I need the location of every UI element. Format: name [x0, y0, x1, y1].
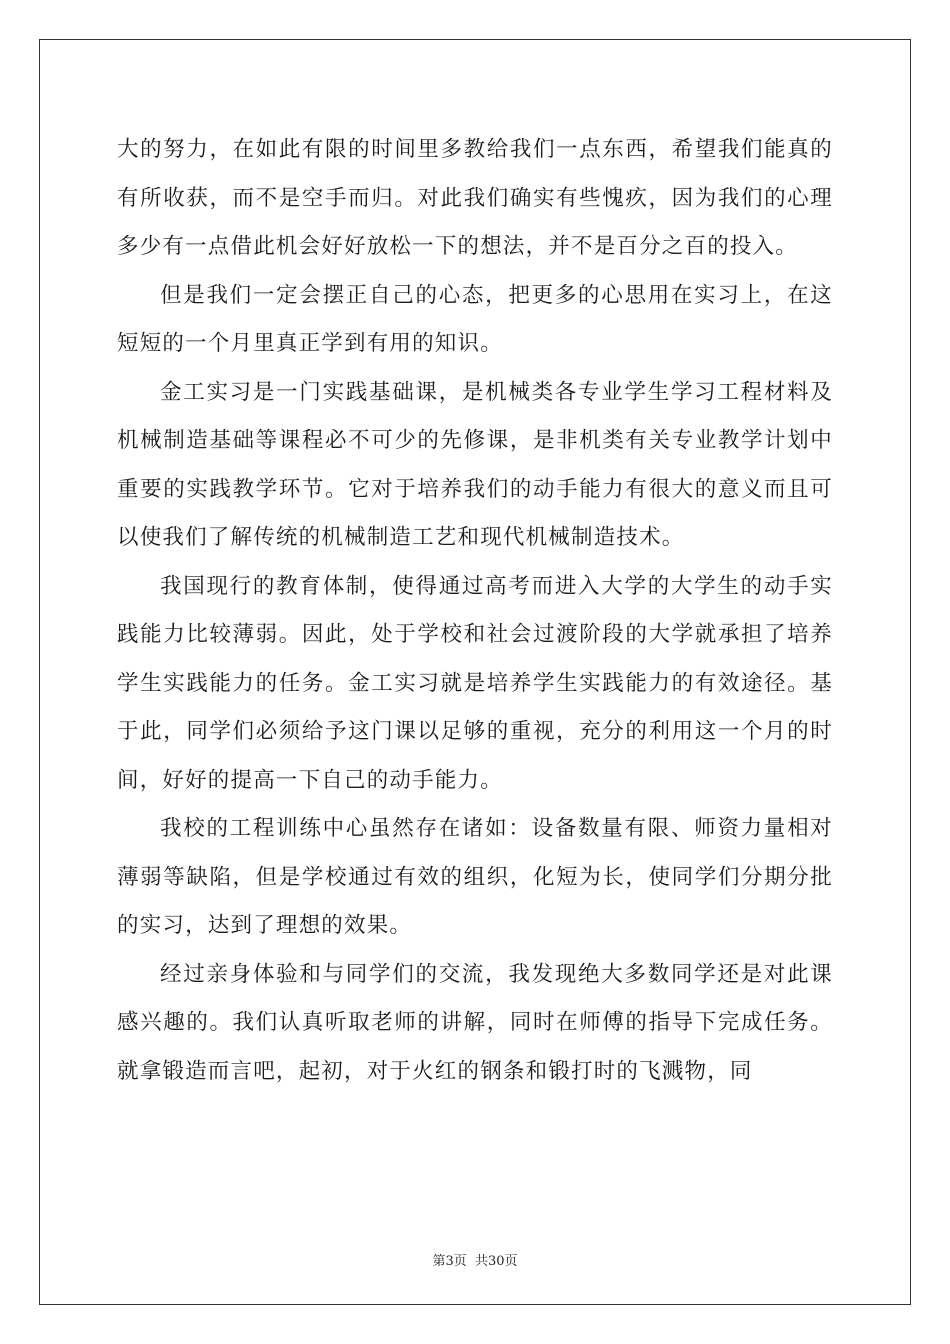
- paragraph-1: 大的努力，在如此有限的时间里多教给我们一点东西，希望我们能真的有所收获，而不是空手而归。对此我们确实有些愧疚，因为我们的心理多少有一点借此机会好好放松一下的想法，并不是百分之百的投入。: [117, 137, 833, 259]
- paragraph-5: 我校的工程训练中心虽然存在诸如：设备数量有限、师资力量相对薄弱等缺陷，但是学校通过有效的组织，化短为长，使同学们分期分批的实习，达到了理想的效果。: [117, 816, 833, 938]
- paragraph-2: 但是我们一定会摆正自己的心态，把更多的心思用在实习上，在这短短的一个月里真正学到有用的知识。: [117, 282, 833, 356]
- paragraph-6: 经过亲身体验和与同学们的交流，我发现绝大多数同学还是对此课感兴趣的。我们认真听取老师的讲解，同时在师傅的指导下完成任务。就拿锻造而言吧，起初，对于火红的钢条和锻打时的飞溅物，同: [117, 961, 833, 1084]
- page-total: 共30页: [474, 1254, 518, 1269]
- paragraph-4: 我国现行的教育体制，使得通过高考而进入大学的大学生的动手实践能力比较薄弱。因此，处于学校和社会过渡阶段的大学就承担了培养学生实践能力的任务。金工实习就是培养学生实践能力的有效途径。基于此，同学们必须给予这门课以足够的重视，充分的利用这一个月的时间，好好的提高一下自己的动手能力。: [117, 573, 833, 793]
- page-footer: [0, 1250, 950, 1269]
- paragraph-3: 金工实习是一门实践基础课，是机械类各专业学生学习工程材料及机械制造基础等课程必不可少的先修课，是非机类有关专业教学计划中重要的实践教学环节。它对于培养我们的动手能力有很大的意义而且可以使我们了解传统的机械制造工艺和现代机械制造技术。: [117, 379, 833, 550]
- document-body: [117, 126, 833, 1096]
- page-number: 第3页: [432, 1254, 467, 1269]
